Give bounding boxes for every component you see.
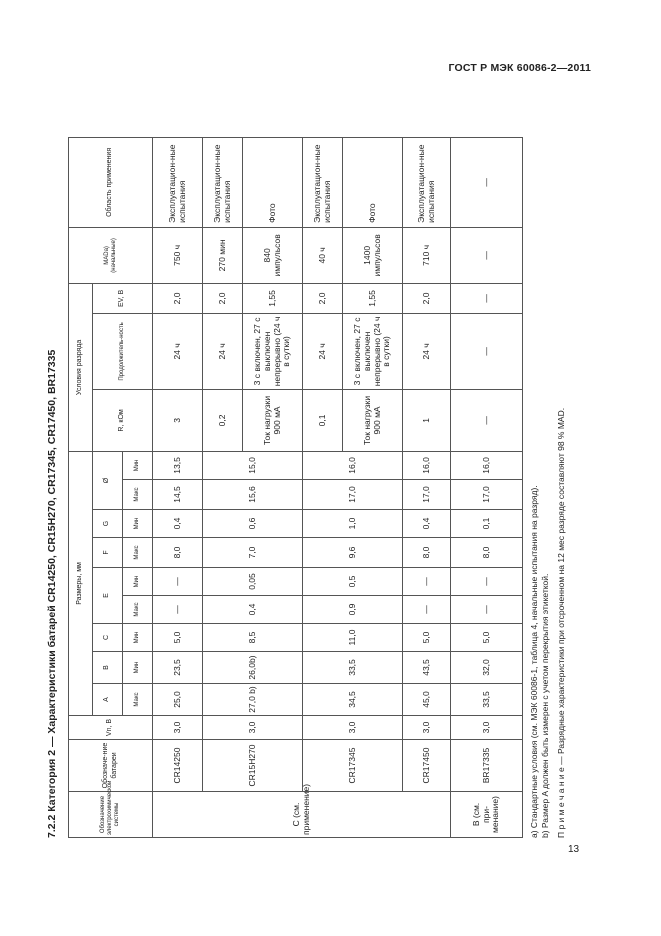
cell-mad: 40 ч xyxy=(303,227,343,283)
col-sub-b: Мин xyxy=(123,652,153,684)
cell-g: 0,1 xyxy=(451,510,523,538)
table-title: 7.2.2 Категория 2 — Характеристики батарей CR14250, CR15H270, CR17345, CR17450, BR17335 xyxy=(46,349,58,838)
cell-duration: — xyxy=(451,313,523,389)
cell-mad: — xyxy=(451,227,523,283)
cell-ev: 2,0 xyxy=(153,283,203,313)
cell-vn: 3,0 xyxy=(153,716,203,740)
col-sub-d-max: Макс xyxy=(123,480,153,510)
cell-r: 0,1 xyxy=(303,389,343,451)
table-row xyxy=(153,137,203,837)
cell-a: 34,5 xyxy=(303,684,403,716)
cell-duration: 3 с включен, 27 с выключен непрерывно (24 ч в сутки) xyxy=(343,313,403,389)
footnote-a: a) Стандартные условия (см. МЭК 60086-1, таблица 4, начальные испытания на разряд). xyxy=(529,485,539,838)
table-row xyxy=(303,137,343,837)
col-head-discharge: Условия разряда xyxy=(69,283,93,451)
cell-d-max: 17,0 xyxy=(403,480,451,510)
col-head-a: A xyxy=(93,684,123,716)
table-row xyxy=(203,137,243,837)
col-head-system: Обозначение электрохимической системы xyxy=(69,792,153,838)
group-b-label: В (см. при-менание) xyxy=(451,792,523,838)
cell-g: 0,4 xyxy=(403,510,451,538)
col-sub-g: Мин xyxy=(123,510,153,538)
cell-d-min: 16,0 xyxy=(403,451,451,479)
cell-vn: 3,0 xyxy=(403,716,451,740)
col-sub-e-max: Макс xyxy=(123,596,153,624)
cell-b: 23,5 xyxy=(153,652,203,684)
cell-mad: 270 мин xyxy=(203,227,243,283)
cell-area: Эксплуатацион-ные испытания xyxy=(303,137,343,227)
cell-battery: CR17345 xyxy=(303,740,403,792)
cell-r: Ток нагрузки 900 мА xyxy=(243,389,303,451)
cell-b: 43,5 xyxy=(403,652,451,684)
cell-ev: 1,55 xyxy=(243,283,303,313)
cell-c: 11,0 xyxy=(303,624,403,652)
cell-g: 1,0 xyxy=(303,510,403,538)
cell-d-min: 13,5 xyxy=(153,451,203,479)
cell-d-min: 16,0 xyxy=(303,451,403,479)
cell-e-min: 0,05 xyxy=(203,568,303,596)
cell-c: 5,0 xyxy=(451,624,523,652)
cell-mad: 750 ч xyxy=(153,227,203,283)
col-sub-e-min: Мин xyxy=(123,568,153,596)
cell-area: Фото xyxy=(343,137,403,227)
cell-ev: 2,0 xyxy=(203,283,243,313)
col-head-g: G xyxy=(93,510,123,538)
cell-e-min: — xyxy=(403,568,451,596)
cell-e-max: 0,4 xyxy=(203,596,303,624)
col-head-b: B xyxy=(93,652,123,684)
cell-d-max: 17,0 xyxy=(303,480,403,510)
cell-vn: 3,0 xyxy=(303,716,403,740)
general-note: П р и м е ч а н и е — Разрядные характеристики при отсроченном на 12 мес разряде составляют 98 % MAD. xyxy=(556,407,567,838)
cell-a: 25,0 xyxy=(153,684,203,716)
cell-a: 33,5 xyxy=(451,684,523,716)
battery-characteristics-table xyxy=(68,137,523,838)
table-row xyxy=(403,137,451,837)
cell-r: 3 xyxy=(153,389,203,451)
cell-duration: 3 с включен, 27 с выключен непрерывно (24 ч в сутки) xyxy=(243,313,303,389)
cell-r: — xyxy=(451,389,523,451)
cell-area: Фото xyxy=(243,137,303,227)
cell-ev: — xyxy=(451,283,523,313)
cell-battery: CR14250 xyxy=(153,740,203,792)
group-c-label: С (см. применение) xyxy=(153,792,451,838)
cell-area: Эксплуатацион-ные испытания xyxy=(203,137,243,227)
cell-duration: 24 ч xyxy=(203,313,243,389)
cell-d-max: 15,6 xyxy=(203,480,303,510)
document-code: ГОСТ Р МЭК 60086-2—2011 xyxy=(448,62,591,74)
cell-f: 8,0 xyxy=(403,538,451,568)
cell-ev: 1,55 xyxy=(343,283,403,313)
cell-duration: 24 ч xyxy=(403,313,451,389)
cell-ev: 2,0 xyxy=(403,283,451,313)
cell-c: 8,5 xyxy=(203,624,303,652)
cell-f: 8,0 xyxy=(451,538,523,568)
col-head-c: C xyxy=(93,624,123,652)
cell-area: Эксплуатацион-ные испытания xyxy=(153,137,203,227)
cell-area: — xyxy=(451,137,523,227)
cell-e-max: — xyxy=(153,596,203,624)
col-head-duration: Продолжитель-ность xyxy=(93,313,153,389)
footnote-b: b) Размер A должен быть измерен с учетом перекрытия этикеткой. xyxy=(539,573,550,838)
cell-a: 45,0 xyxy=(403,684,451,716)
cell-battery: CR15H270 xyxy=(203,740,303,792)
col-head-area: Область применения xyxy=(69,137,153,227)
cell-b: 33,5 xyxy=(303,652,403,684)
cell-f: 7,0 xyxy=(203,538,303,568)
table-row xyxy=(451,137,523,837)
cell-b: 32,0 xyxy=(451,652,523,684)
cell-f: 9,6 xyxy=(303,538,403,568)
cell-d-max: 17,0 xyxy=(451,480,523,510)
col-head-battery: Обозначе-ние батареи xyxy=(69,740,153,792)
cell-e-max: — xyxy=(451,596,523,624)
cell-b: 26,0b) xyxy=(203,652,303,684)
cell-g: 0,6 xyxy=(203,510,303,538)
col-sub-c: Мин xyxy=(123,624,153,652)
cell-e-min: — xyxy=(153,568,203,596)
cell-mad: 1400 импульсов xyxy=(343,227,403,283)
col-head-e: E xyxy=(93,568,123,624)
col-head-sizes: Размеры, мм xyxy=(69,451,93,715)
cell-a: 27,0 b) xyxy=(203,684,303,716)
cell-battery: BR17335 xyxy=(451,740,523,792)
cell-r: 1 xyxy=(403,389,451,451)
table-footnotes xyxy=(529,138,567,838)
col-head-mad: MADa) (начальные) xyxy=(69,227,153,283)
cell-vn: 3,0 xyxy=(203,716,303,740)
cell-e-min: 0,5 xyxy=(303,568,403,596)
col-head-d: Ø xyxy=(93,451,123,509)
cell-e-max: 0,9 xyxy=(303,596,403,624)
cell-f: 8,0 xyxy=(153,538,203,568)
cell-e-max: — xyxy=(403,596,451,624)
cell-r: Ток нагрузки 900 мА xyxy=(343,389,403,451)
cell-e-min: — xyxy=(451,568,523,596)
col-head-r: R, кОм xyxy=(93,389,153,451)
col-head-voltage: Vn, В xyxy=(69,716,153,740)
cell-d-min: 15,0 xyxy=(203,451,303,479)
cell-mad: 710 ч xyxy=(403,227,451,283)
cell-battery: CR17450 xyxy=(403,740,451,792)
col-head-f: F xyxy=(93,538,123,568)
cell-vn: 3,0 xyxy=(451,716,523,740)
cell-d-min: 16,0 xyxy=(451,451,523,479)
cell-mad: 840 импульсов xyxy=(243,227,303,283)
cell-d-max: 14,5 xyxy=(153,480,203,510)
cell-duration: 24 ч xyxy=(153,313,203,389)
col-head-ev: EV, В xyxy=(93,283,153,313)
cell-duration: 24 ч xyxy=(303,313,343,389)
col-sub-d-min: Мин xyxy=(123,451,153,479)
page-number: 13 xyxy=(568,844,580,855)
cell-c: 5,0 xyxy=(403,624,451,652)
cell-area: Эксплуатацион-ные испытания xyxy=(403,137,451,227)
cell-c: 5,0 xyxy=(153,624,203,652)
cell-ev: 2,0 xyxy=(303,283,343,313)
cell-r: 0,2 xyxy=(203,389,243,451)
col-sub-a: Макс xyxy=(123,684,153,716)
col-sub-f: Макс xyxy=(123,538,153,568)
rotated-table-page xyxy=(46,138,588,838)
cell-g: 0,4 xyxy=(153,510,203,538)
